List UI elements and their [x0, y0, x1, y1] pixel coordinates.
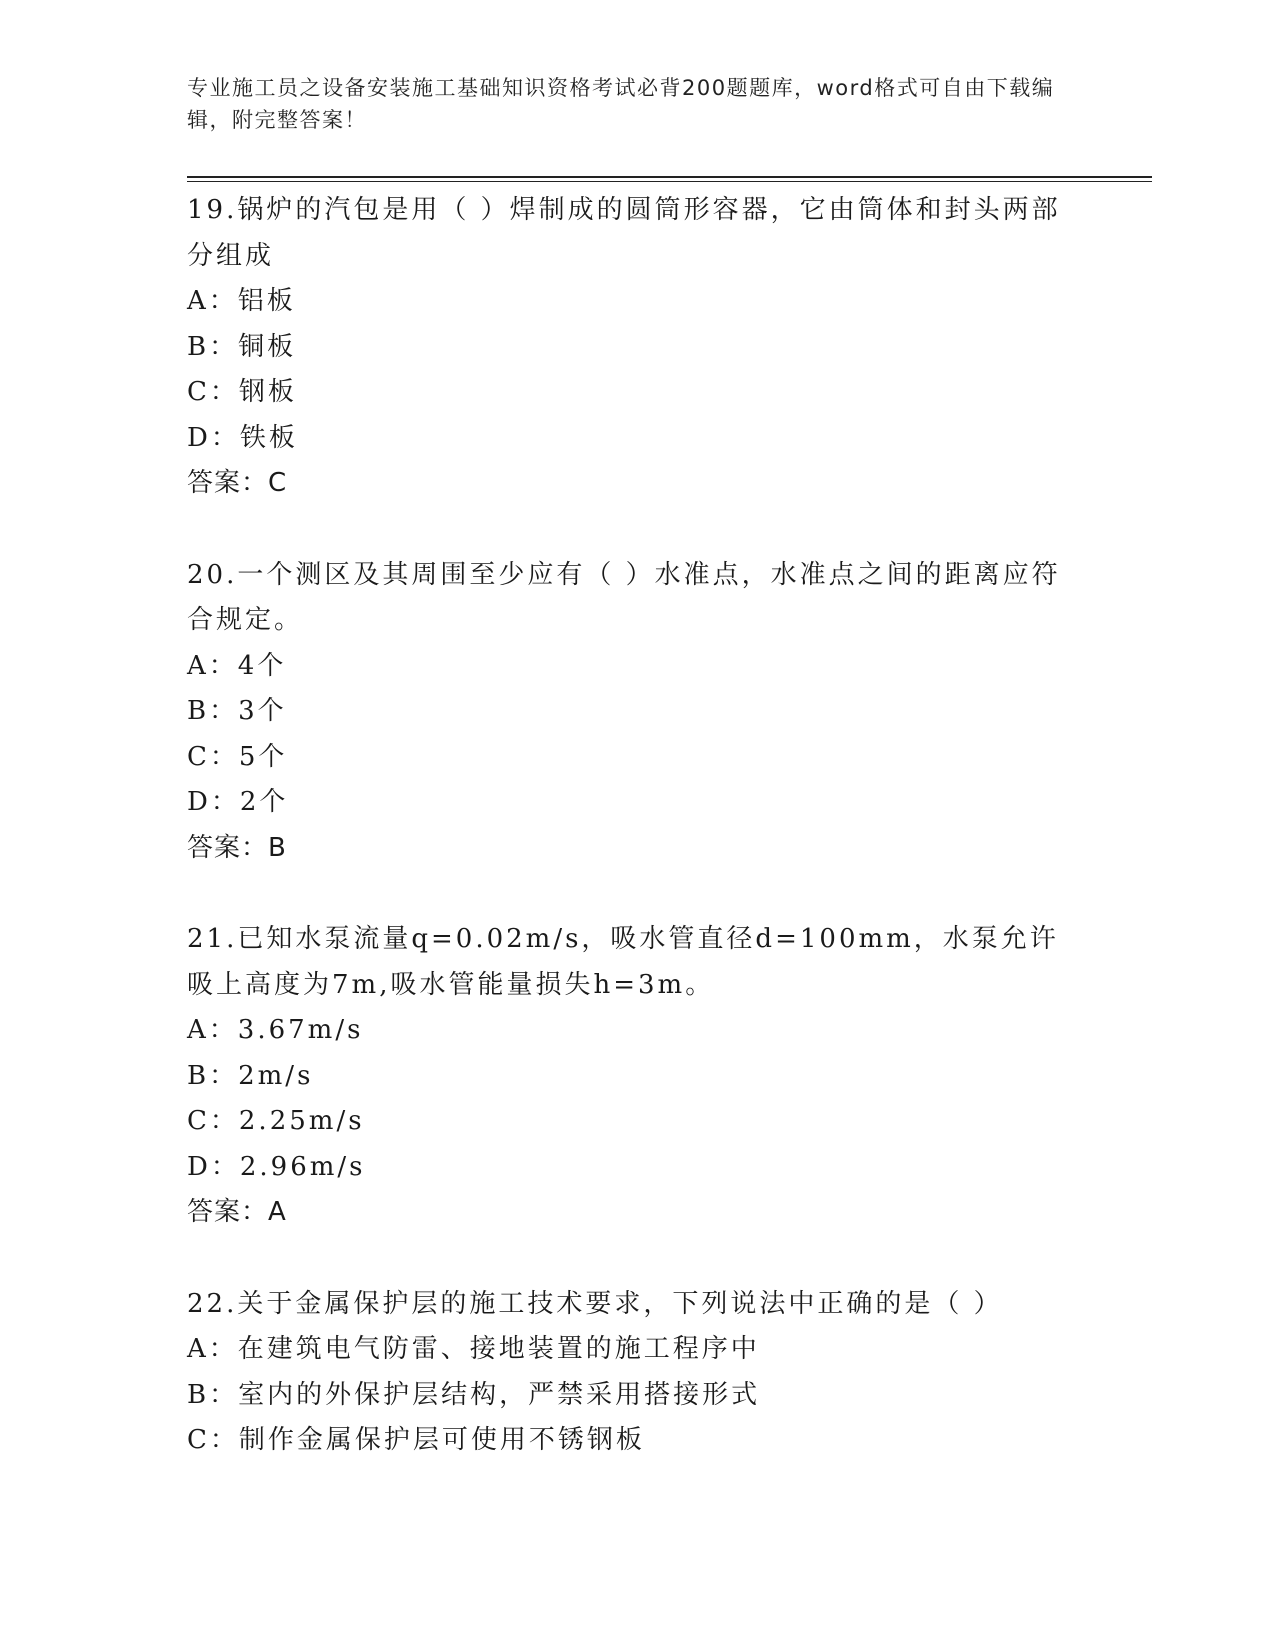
document-header: 专业施工员之设备安装施工基础知识资格考试必背200题题库，word格式可自由下载编辑，附完整答案！ — [187, 76, 1055, 132]
question-20 — [187, 553, 1067, 872]
option-d: D：2个 — [187, 787, 289, 817]
option-a: A：铝板 — [187, 286, 296, 316]
option-d: D：2.96m/s — [187, 1151, 366, 1182]
question-22 — [187, 1282, 1067, 1464]
option-a: A：4个 — [187, 650, 287, 681]
header-divider — [187, 176, 1152, 178]
question-list — [187, 188, 1067, 1510]
answer: 答案：C — [187, 468, 288, 498]
option-c: C：2.25m/s — [187, 1106, 365, 1136]
option-d: D：铁板 — [187, 422, 298, 453]
header-divider-thin — [187, 181, 1152, 182]
question-21 — [187, 917, 1067, 1236]
option-b: B：室内的外保护层结构，严禁采用搭接形式 — [187, 1379, 761, 1410]
question-text: 22.关于金属保护层的施工技术要求，下列说法中正确的是（ ） — [187, 1288, 1003, 1319]
question-text: 20.一个测区及其周围至少应有（ ）水准点，水准点之间的距离应符合规定。 — [187, 559, 1061, 635]
question-19 — [187, 188, 1067, 507]
answer: 答案：A — [187, 1197, 287, 1227]
option-a: A：在建筑电气防雷、接地装置的施工程序中 — [187, 1334, 760, 1364]
option-a: A：3.67m/s — [187, 1015, 364, 1045]
answer: 答案：B — [187, 832, 287, 863]
option-c: C：制作金属保护层可使用不锈钢板 — [187, 1425, 645, 1455]
option-b: B：3个 — [187, 696, 287, 726]
question-text: 19.锅炉的汽包是用（ ）焊制成的圆筒形容器，它由筒体和封头两部分组成 — [187, 195, 1061, 271]
option-c: C：钢板 — [187, 377, 297, 407]
option-b: B：2m/s — [187, 1060, 314, 1091]
question-text: 21.已知水泵流量q=0.02m/s，吸水管直径d=100mm，水泵允许吸上高度为7m,吸水管能量损失h=3m。 — [187, 924, 1059, 1000]
option-c: C：5个 — [187, 741, 288, 772]
option-b: B：铜板 — [187, 331, 297, 362]
